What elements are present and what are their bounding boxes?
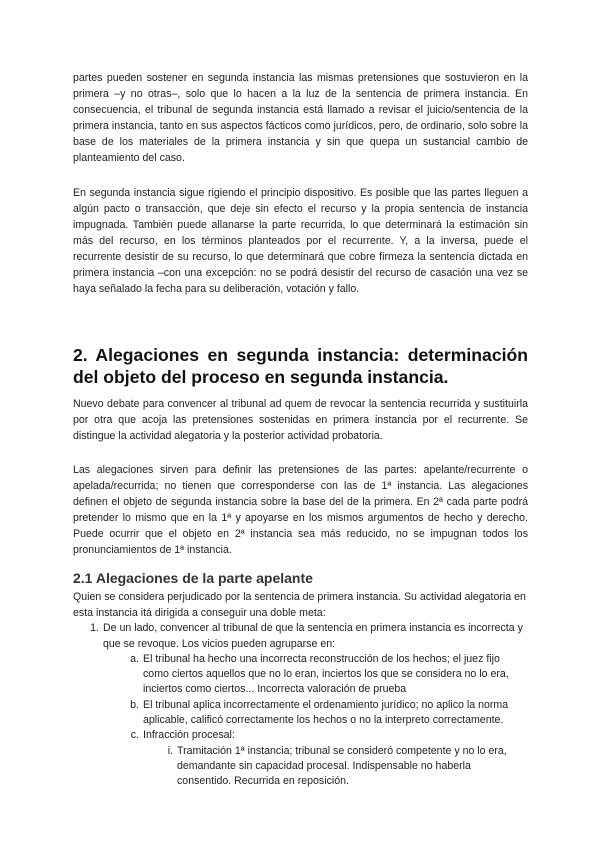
list-item-text: Tramitación 1ª instancia; tribunal se consideró competente y no lo era, demandante sin capacidad procesal. Indispensable no haberla consentido. Recurrida en reposición. bbox=[177, 744, 507, 788]
list-marker: a. bbox=[130, 652, 139, 665]
roman-list bbox=[167, 744, 528, 790]
subsection-heading: 2.1 Alegaciones de la parte apelante bbox=[73, 570, 313, 587]
lettered-list bbox=[130, 652, 528, 790]
list-item bbox=[167, 744, 528, 790]
list-marker: 1. bbox=[90, 622, 99, 635]
list-item bbox=[130, 698, 528, 729]
paragraph: En segunda instancia sigue rigiendo el principio dispositivo. Es posible que las partes lleguen a algún pacto o transacción, que deje sin efecto el recurso y la propia sentencia de instancia impugnada. También puede allanarse la parte recurrida, lo que determinará la estimación sin más del recurso, en los términos planteados por el recurrente. Y, a la inversa, puede el recurrente desistir de su recurso, lo que determinará que cobre firmeza la sentencia dictada en primera instancia –con una excepción: no se podrá desistir del recurso de casación una vez se haya señalado la fecha para su deliberación, votación y fallo. bbox=[73, 186, 528, 296]
paragraph: Nuevo debate para convencer al tribunal ad quem de revocar la sentencia recurrida y sustituirla por otra que acoja las pretensiones sostenidas en primera instancia por el recurrente. Se distingue la actividad alegatoria y la posterior actividad probatoria. bbox=[73, 398, 528, 443]
list-item-text: El tribunal aplica incorrectamente el ordenamiento jurídico; no aplico la norma aplicable, calificó correctamente los hechos o no la interpreto correctamente. bbox=[143, 698, 509, 727]
list-marker: c. bbox=[130, 729, 139, 742]
list-item-text: Infracción procesal: bbox=[143, 729, 235, 742]
list-item-text: De un lado, convencer al tribunal de que la sentencia en primera instancia es incorrecta y que se revoque. Los vicios pueden agruparse en: bbox=[103, 622, 523, 650]
numbered-list bbox=[90, 621, 528, 789]
paragraph: Quien se considera perjudicado por la sentencia de primera instancia. Su actividad alegatoria en esta instancia itá dirigida a conseguir una doble meta: bbox=[73, 591, 526, 620]
list-marker: b. bbox=[130, 698, 139, 711]
document-page bbox=[73, 70, 528, 790]
section-heading: 2. Alegaciones en segunda instancia: determinación del objeto del proceso en segunda instancia. bbox=[73, 345, 528, 388]
list-marker: i. bbox=[167, 744, 173, 757]
paragraph: Las alegaciones sirven para definir las pretensiones de las partes: apelante/recurrente o apelada/recurrida; no tienen que corresponderse con las de 1ª instancia. Las alegaciones definen el objeto de segunda instancia sobre la base del de la primera. En 2ª cada parte podrá pretender lo mismo que en la 1ª y apoyarse en los mismos argumentos de hecho y derecho. Puede ocurrir que el objeto en 2ª instancia sea más reducido, no se impugnan todos los pronunciamientos de 1ª instancia. bbox=[73, 463, 528, 556]
list-item bbox=[90, 621, 528, 789]
list-item-text: El tribunal ha hecho una incorrecta reconstrucción de los hechos; el juez fijo como ciertos aquellos que no lo eran, inciertos los que se considera no lo era, inciertos como ciertos... Incorrecta valoración de prueba bbox=[143, 652, 509, 696]
paragraph: partes pueden sostener en segunda instancia las mismas pretensiones que sostuvieron en la primera –y no otras–, solo que lo hacen a la luz de la sentencia de primera instancia. En consecuencia, el tribunal de segunda instancia está llamado a revisar el juicio/sentencia de la primera instancia, tanto en sus aspectos fácticos como jurídicos, pero, de ordinario, solo sobre la base de los materiales de la primera instancia y sin que quepa un sustancial cambio de planteamiento del caso. bbox=[73, 72, 528, 165]
list-item bbox=[130, 728, 528, 789]
list-item bbox=[130, 652, 528, 698]
